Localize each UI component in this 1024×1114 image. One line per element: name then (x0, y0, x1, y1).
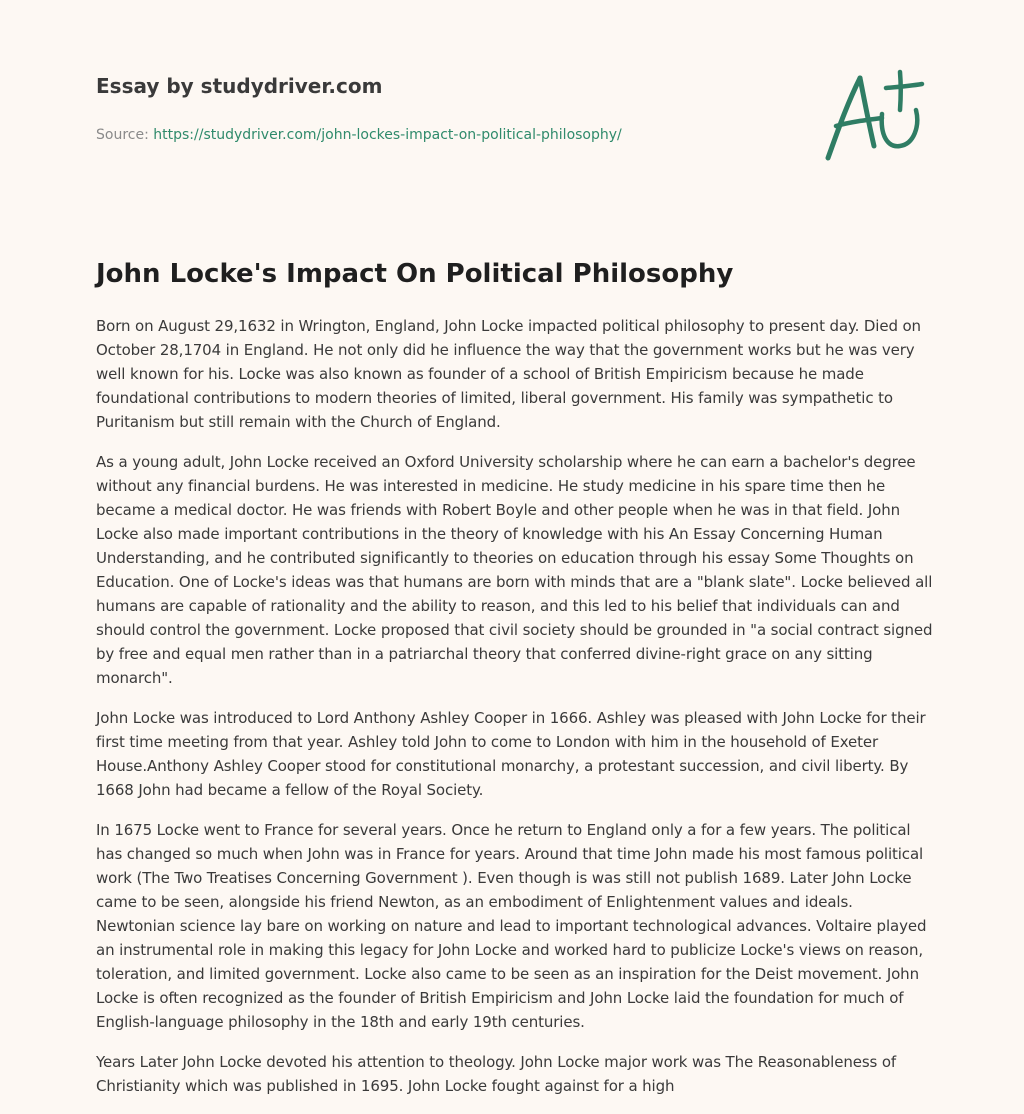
source-label: Source: (96, 127, 154, 143)
source-link[interactable]: https://studydriver.com/john-lockes-impact-on-political-philosophy/ (153, 127, 622, 143)
brand-title: Essay by studydriver.com (96, 74, 383, 98)
paragraph: Born on August 29,1632 in Wrington, England, John Locke impacted political philosophy to present day. Died on October 28,1704 in England. He not only did he influence the way that the government works but he was very well known for his. Locke was also known as founder of a school of British Empiricism because he made foundational contributions to modern theories of limited, liberal government. His family was sympathetic to Puritanism but still remain with the Church of England. (96, 317, 921, 431)
paragraph: Years Later John Locke devoted his attention to theology. John Locke major work was The Reasonableness of Christianity which was published in 1695. John Locke fought against for a high (96, 1053, 897, 1095)
source-line (96, 127, 796, 143)
page-header (96, 74, 796, 143)
essay-title: John Locke's Impact On Political Philosophy (96, 259, 734, 289)
paragraph: As a young adult, John Locke received an Oxford University scholarship where he can earn a bachelor's degree without any financial burdens. He was interested in medicine. He study medicine in his spare time then he became a medical doctor. He was friends with Robert Boyle and other people when he was in that field. John Locke also made important contributions in the theory of knowledge with his An Essay Concerning Human Understanding, and he contributed significantly to theories on education through his essay Some Thoughts on Education. One of Locke's ideas was that humans are born with minds that are a "blank slate". Locke believed all humans are capable of rationality and the ability to reason, and this led to his belief that individuals can and should control the government. Locke proposed that civil society should be grounded in "a social contract signed by free and equal men rather than in a patriarchal theory that conferred divine-right grace on any sitting monarch". (96, 453, 933, 687)
paragraph: In 1675 Locke went to France for several years. Once he return to England only a for a few years. The political has changed so much when John was in France for years. Around that time John made his most famous political work (The Two Treatises Concerning Government ). Even though is was still not publish 1689. Later John Locke came to be seen, alongside his friend Newton, as an embodiment of Enlightenment values and ideals. Newtonian science lay bare on working on nature and lead to important technological advances. Voltaire played an instrumental role in making this legacy for John Locke and worked hard to publicize Locke's views on reason, toleration, and limited government. Locke also came to be seen as an inspiration for the Deist movement. John Locke is often recognized as the founder of British Empiricism and John Locke laid the foundation for much of English-language philosophy in the 18th and early 19th centuries. (96, 821, 927, 1031)
paragraph: John Locke was introduced to Lord Anthony Ashley Cooper in 1666. Ashley was pleased with John Locke for their first time meeting from that year. Ashley told John to come to London with him in the household of Exeter House.Anthony Ashley Cooper stood for constitutional monarchy, a protestant succession, and civil liberty. By 1668 John had became a fellow of the Royal Society. (96, 709, 926, 799)
a-plus-logo-icon (822, 66, 928, 166)
essay-body (96, 314, 936, 1114)
